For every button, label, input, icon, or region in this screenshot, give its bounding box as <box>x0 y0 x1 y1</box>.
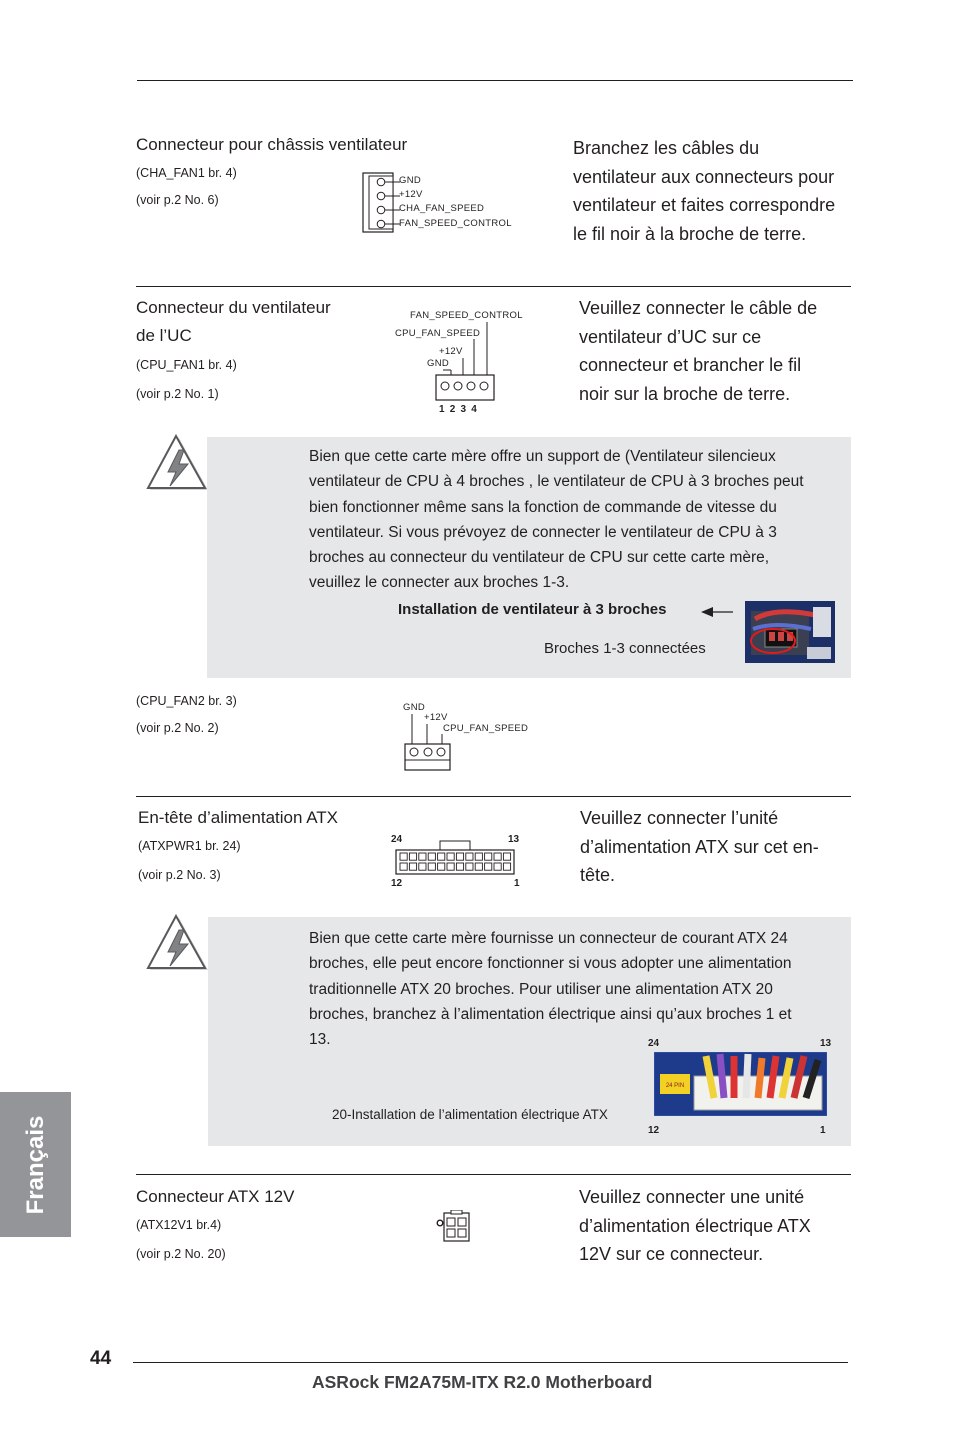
atx12v-connector-diagram <box>434 1210 472 1244</box>
atx-pin-cell <box>503 863 510 870</box>
atx-pin-cell <box>503 853 510 860</box>
atx-pin-cell <box>419 863 426 870</box>
atx-pin-cell <box>456 853 463 860</box>
atx-pin-cell <box>466 853 473 860</box>
atx-connector-photo <box>654 1052 827 1116</box>
warning-icon <box>146 434 210 494</box>
cpu-pin-control: FAN_SPEED_CONTROL <box>410 310 523 321</box>
atx-pin-13: 13 <box>508 834 520 845</box>
photo-pin-1: 1 <box>820 1125 826 1136</box>
chassis-fan-ref: (CHA_FAN1 br. 4) <box>136 166 237 180</box>
atx-pin-cell <box>428 863 435 870</box>
warning-icon <box>146 914 210 974</box>
atx-pin-cell <box>447 853 454 860</box>
chassis-fan-title: Connecteur pour châssis ventilateur <box>136 135 408 154</box>
atx-pin-12: 12 <box>391 878 403 889</box>
cpu-fan-pin-numbers: 1 2 3 4 <box>439 404 478 415</box>
atx12v-see: (voir p.2 No. 20) <box>136 1247 226 1261</box>
atx-pin-cell <box>447 863 454 870</box>
atx-pin-cell <box>438 853 445 860</box>
atx-pin-cell <box>400 853 407 860</box>
section-divider <box>136 1174 851 1175</box>
cpu-pin-12v: +12V <box>439 346 463 357</box>
atx-pin-cell <box>409 853 416 860</box>
cpu2-pin-gnd: GND <box>403 702 426 713</box>
top-rule <box>137 80 853 81</box>
section-divider <box>136 286 851 287</box>
cpu-fan-see: (voir p.2 No. 1) <box>136 387 219 401</box>
atx-pin-cell <box>456 863 463 870</box>
arrow-left-icon <box>699 605 739 619</box>
cpu-fan2-connector-diagram <box>400 710 456 774</box>
photo-pin-12: 12 <box>648 1125 660 1136</box>
footer-rule <box>133 1362 848 1363</box>
cpu-fan-description: Veuillez connecter le câble de ventilateur d’UC sur ce connecteur et brancher le fil noir sur la broche de terre. <box>579 298 818 404</box>
pins-connected-label: Broches 1-3 connectées <box>544 640 706 657</box>
atx-see: (voir p.2 No. 3) <box>138 868 221 882</box>
chassis-pin-gnd: GND <box>399 175 422 186</box>
atx-install-caption: 20-Installation de l’alimentation électrique ATX <box>332 1107 608 1122</box>
chassis-fan-see: (voir p.2 No. 6) <box>136 193 219 207</box>
atx-pin-cell <box>485 863 492 870</box>
note-atx-20pin-text: Bien que cette carte mère fournisse un connecteur de courant ATX 24 broches, elle peut encore fonctionner si vous adopter une alimentation traditionnelle ATX 20 broches. Pour utiliser une alimentation ATX 20 broches, branchez à l’alimentation électrique ainsi qu’aux broches 1 et 13. <box>309 930 792 1049</box>
note-3pin-fan-text: Bien que cette carte mère offre un support de (Ventilateur silencieux ventilateur de CPU à 4 broches , le ventilateur de CPU à 3 broches peut bien fonctionner même sans la fonction de commande de vitesse du ventilateur. Si vous prévoyez de connecter le ventilateur de CPU à 3 broches au connecteur du ventilateur de CPU sur cette carte mère, veuillez le connecter aux broches 1-3. <box>309 448 804 592</box>
atx-pin-cell <box>438 863 445 870</box>
atx-pin-cell <box>419 853 426 860</box>
cpu-fan2-ref: (CPU_FAN2 br. 3) <box>136 694 237 708</box>
atx-pin-cell <box>494 853 501 860</box>
chassis-pin-12v: +12V <box>399 189 423 200</box>
atx-pin-cell <box>400 863 407 870</box>
atx-pin-24: 24 <box>391 834 403 845</box>
language-tab-label: Français <box>21 1115 49 1214</box>
photo-pin-24: 24 <box>648 1038 660 1049</box>
install-3pin-title: Installation de ventilateur à 3 broches <box>398 601 667 618</box>
language-tab <box>0 1092 71 1237</box>
atx-pin-cell <box>409 863 416 870</box>
atx-pin-1: 1 <box>514 878 520 889</box>
cpu2-pin-12v: +12V <box>424 712 448 723</box>
atx12v-title: Connecteur ATX 12V <box>136 1187 295 1206</box>
footer-title: ASRock FM2A75M-ITX R2.0 Motherboard <box>312 1372 653 1392</box>
chassis-pin-speed: CHA_FAN_SPEED <box>399 203 485 214</box>
section-divider <box>136 796 851 797</box>
cpu-fan-connector-diagram <box>430 318 500 404</box>
cpu-fan2-see: (voir p.2 No. 2) <box>136 721 219 735</box>
page-number: 44 <box>90 1348 112 1369</box>
chassis-fan-connector-diagram <box>362 172 402 234</box>
cpu-fan-title: Connecteur du ventilateur de l’UC <box>136 298 331 345</box>
chassis-fan-description: Branchez les câbles du ventilateur aux connecteurs pour ventilateur et faites correspondre le fil noir à la broche de terre. <box>573 138 836 244</box>
atx-connector-diagram <box>392 840 520 876</box>
atx-description: Veuillez connecter l’unité d’alimentation ATX sur cet en- tête. <box>580 808 819 885</box>
atx12v-ref: (ATX12V1 br.4) <box>136 1218 222 1232</box>
svg-text:24 PIN: 24 PIN <box>665 1083 685 1089</box>
cpu-pin-speed: CPU_FAN_SPEED <box>395 328 481 339</box>
cpu-pin-gnd: GND <box>427 358 450 369</box>
atx-pin-cell <box>428 853 435 860</box>
cpu-fan-ref: (CPU_FAN1 br. 4) <box>136 358 237 372</box>
atx-pin-cell <box>485 853 492 860</box>
fan-connector-photo <box>745 601 835 663</box>
note-atx-20pin <box>208 917 851 1146</box>
atx-pin-cell <box>466 863 473 870</box>
note-3pin-fan <box>207 437 851 678</box>
atx-ref: (ATXPWR1 br. 24) <box>138 839 241 853</box>
atx-title: En-tête d’alimentation ATX <box>138 808 339 827</box>
cpu2-pin-speed: CPU_FAN_SPEED <box>443 723 529 734</box>
chassis-pin-control: FAN_SPEED_CONTROL <box>399 218 512 229</box>
photo-pin-13: 13 <box>820 1038 832 1049</box>
atx-pin-cell <box>475 863 482 870</box>
atx12v-description: Veuillez connecter une unité d’alimentation électrique ATX 12V sur ce connecteur. <box>579 1187 811 1264</box>
atx-pin-cell <box>475 853 482 860</box>
atx-pin-cell <box>494 863 501 870</box>
